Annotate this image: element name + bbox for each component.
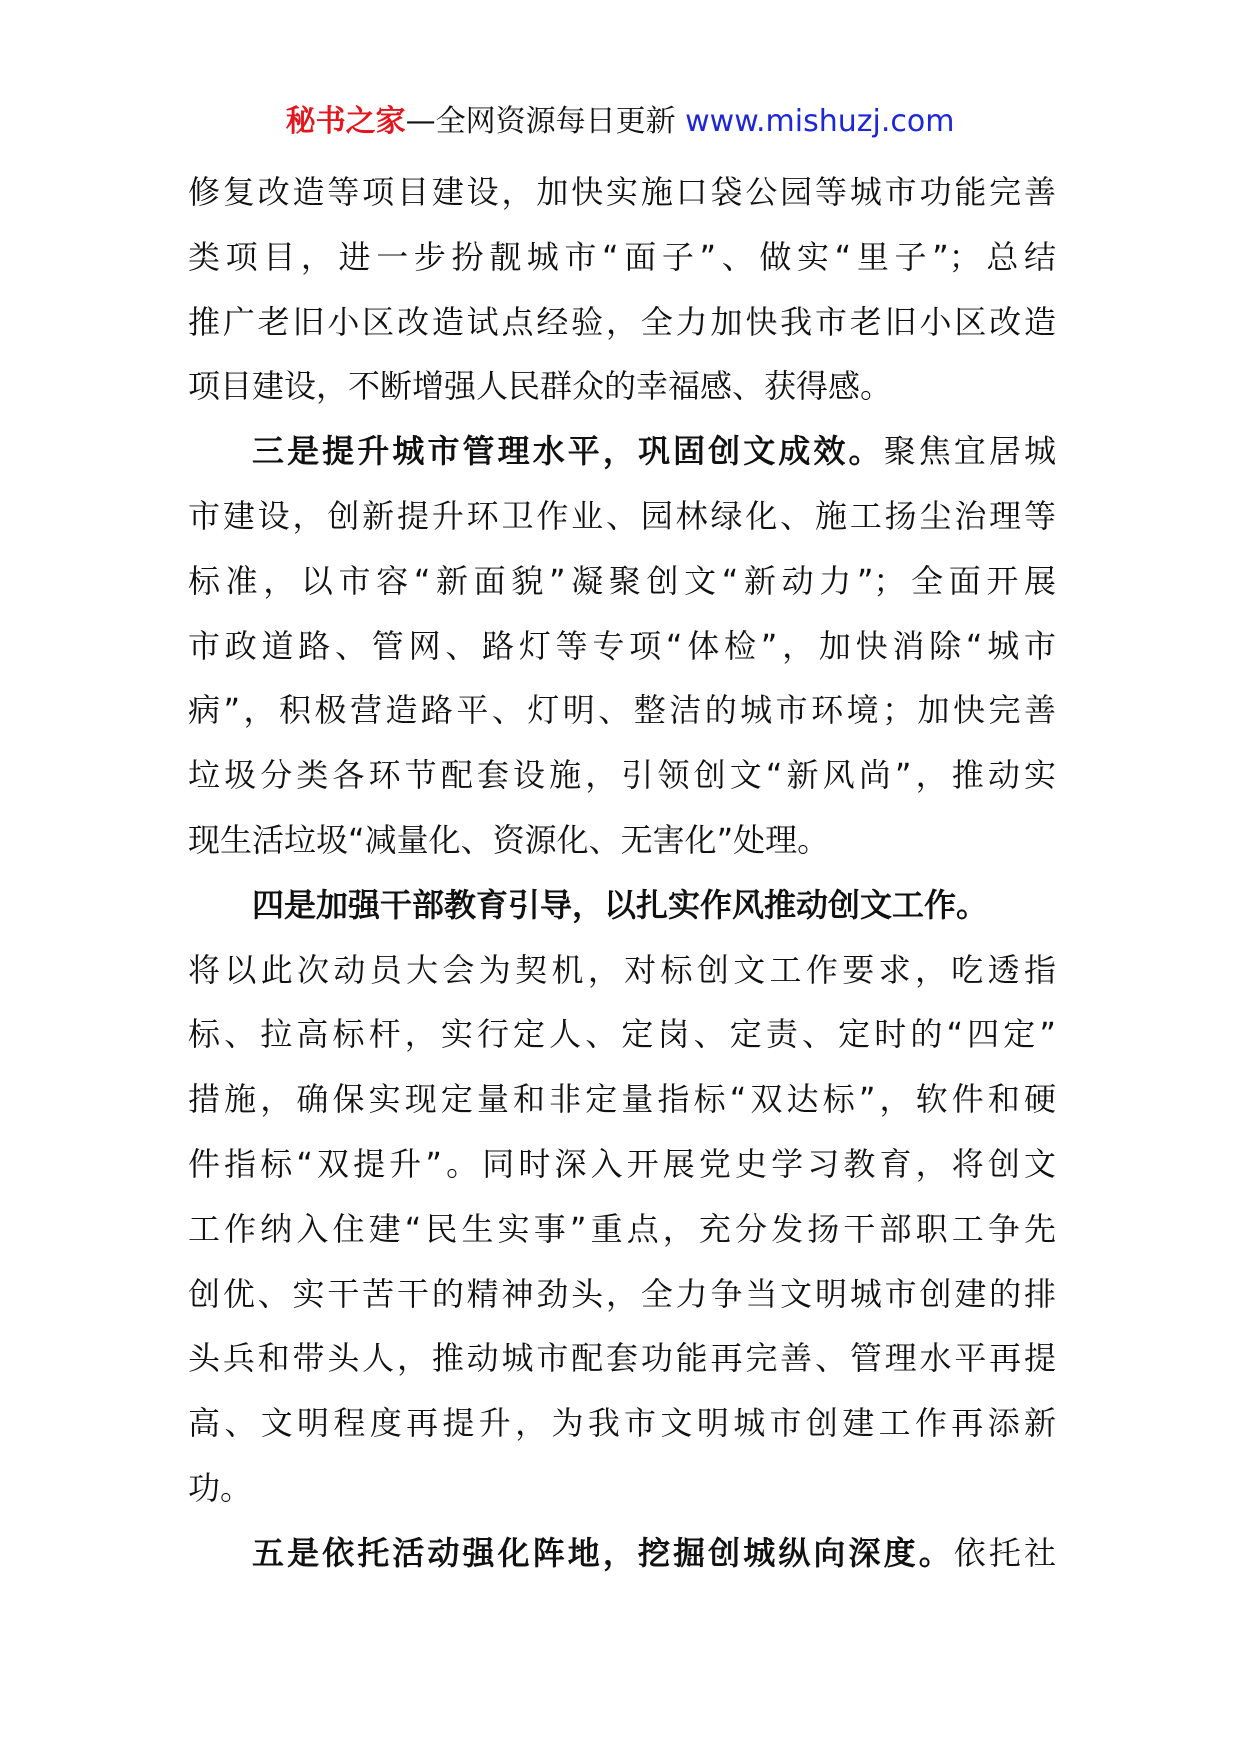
text-line: 项目建设，不断增强人民群众的幸福感、获得感。 bbox=[188, 367, 893, 406]
text-fragment: 依托社 bbox=[953, 1533, 1056, 1572]
brand-name: 秘书之家 bbox=[285, 104, 406, 139]
website-url[interactable]: www.mishuzj.com bbox=[685, 104, 955, 139]
text-line bbox=[188, 1521, 1056, 1586]
page-header bbox=[0, 100, 1240, 144]
paragraph-lead: 四是加强干部教育引导，以扎实作风推动创文工作。 bbox=[252, 885, 989, 924]
text-line: 头兵和带头人，推动城市配套功能再完善、管理水平再提 bbox=[188, 1339, 1056, 1378]
text-line bbox=[188, 419, 1056, 484]
text-line: 措施，确保实现定量和非定量指标“双达标”，软件和硬 bbox=[188, 1080, 1056, 1119]
paragraph-2 bbox=[188, 419, 1056, 873]
paragraph-3 bbox=[188, 873, 1056, 1521]
text-line: 垃圾分类各环节配套设施，引领创文“新风尚”，推动实 bbox=[188, 756, 1056, 795]
text-line: 将以此次动员大会为契机，对标创文工作要求，吃透指 bbox=[188, 950, 1056, 989]
paragraph-lead: 三是提升城市管理水平，巩固创文成效。 bbox=[252, 432, 884, 471]
text-line: 病”，积极营造路平、灯明、整洁的城市环境；加快完善 bbox=[188, 691, 1056, 730]
text-line: 推广老旧小区改造试点经验，全力加快我市老旧小区改造 bbox=[188, 302, 1056, 341]
text-line: 高、文明程度再提升，为我市文明城市创建工作再添新 bbox=[188, 1404, 1056, 1443]
text-line: 功。 bbox=[188, 1468, 253, 1507]
header-tagline: —全网资源每日更新 bbox=[405, 104, 676, 139]
text-line: 工作纳入住建“民生实事”重点，充分发扬干部职工争先 bbox=[188, 1209, 1056, 1248]
document-body bbox=[188, 160, 1056, 1586]
text-line: 市政道路、管网、路灯等专项“体检”，加快消除“城市 bbox=[188, 626, 1056, 665]
text-line: 标、拉高标杆，实行定人、定岗、定责、定时的“四定” bbox=[188, 1015, 1056, 1054]
paragraph-1 bbox=[188, 160, 1056, 419]
paragraph-lead: 五是依托活动强化阵地，挖掘创城纵向深度。 bbox=[252, 1533, 954, 1572]
paragraph-4 bbox=[188, 1521, 1056, 1586]
text-line: 修复改造等项目建设，加快实施口袋公园等城市功能完善 bbox=[188, 173, 1056, 211]
text-fragment: 聚焦宜居城 bbox=[883, 432, 1056, 471]
text-line: 标准，以市容“新面貌”凝聚创文“新动力”；全面开展 bbox=[188, 561, 1056, 600]
text-line: 件指标“双提升”。同时深入开展党史学习教育，将创文 bbox=[188, 1144, 1056, 1183]
text-line: 类项目，进一步扮靓城市“面子”、做实“里子”；总结 bbox=[188, 237, 1056, 276]
text-line bbox=[188, 873, 1056, 938]
text-line: 市建设，创新提升环卫作业、园林绿化、施工扬尘治理等 bbox=[188, 496, 1056, 535]
text-line: 创优、实干苦干的精神劲头，全力争当文明城市创建的排 bbox=[188, 1274, 1056, 1313]
text-line: 现生活垃圾“减量化、资源化、无害化”处理。 bbox=[188, 820, 830, 859]
